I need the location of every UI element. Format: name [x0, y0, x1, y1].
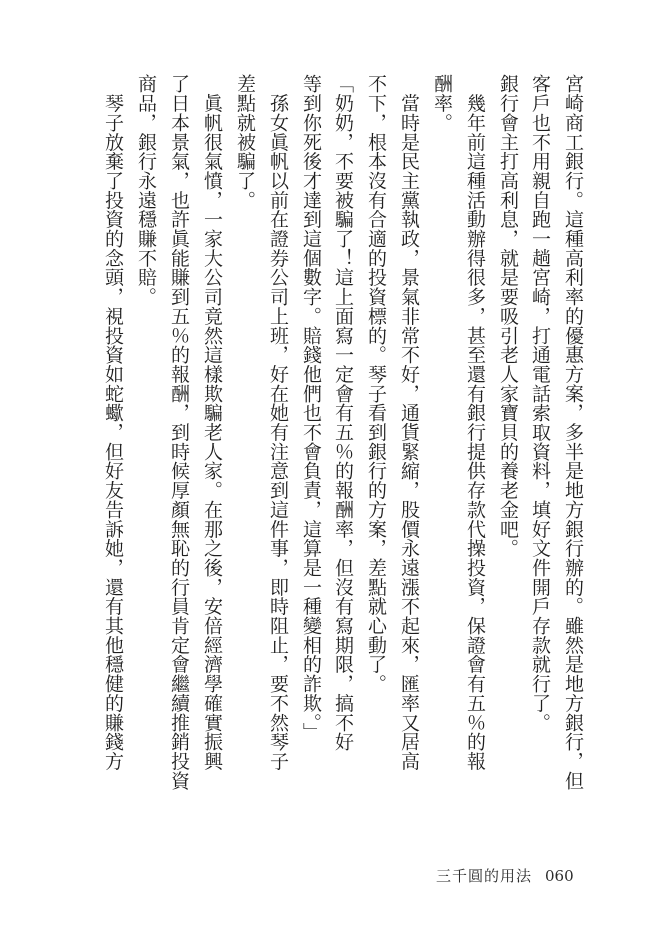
text-column: 等到你死後才達到這個數字。賠錢他們也不會負責，這算是一種變相的詐欺。」	[300, 74, 322, 742]
text-column: 當時是民主黨執政，景氣非常不好，通貨緊縮，股價永遠漲不起來，匯率又居高	[398, 74, 420, 771]
text-column: 「奶奶，不要被騙了！這上面寫一定會有五％的報酬率，但沒有寫期限，搞不好	[332, 74, 354, 752]
running-footer-title: 三千圓的用法	[436, 867, 533, 885]
text-column: 差點就被騙了。	[234, 74, 256, 210]
page-number: 060	[545, 867, 574, 885]
text-column: 眞帆很氣憤，一家大公司竟然這樣欺騙老人家。在那之後，安倍經濟學確實振興	[201, 74, 223, 771]
text-column: 銀行會主打高利息，就是要吸引老人家寶貝的養老金吧。	[497, 74, 519, 558]
text-column: 酬率。	[431, 74, 453, 133]
text-column: 商品，銀行永遠穩賺不賠。	[135, 74, 157, 307]
text-column: 了日本景氣，也許眞能賺到五％的報酬，到時候厚顏無恥的行員肯定會繼續推銷投資	[168, 74, 190, 790]
text-column: 宮崎商工銀行。這種高利率的優惠方案，多半是地方銀行辦的。雖然是地方銀行，但	[562, 74, 584, 790]
text-column: 不下，根本沒有合適的投資標的。琴子看到銀行的方案，差點就心動了。	[365, 74, 387, 694]
text-column: 孫女眞帆以前在證券公司上班，好在她有注意到這件事，即時阻止，要不然琴子	[267, 74, 289, 771]
text-column: 客戶也不用親自跑一趟宮崎，打通電話索取資料，填好文件開戶存款就行了。	[529, 74, 551, 732]
text-column: 琴子放棄了投資的念頭，視投資如蛇蠍，但好友告訴她，還有其他穩健的賺錢方	[102, 74, 124, 771]
text-column: 幾年前這種活動辦得很多，甚至還有銀行提供存款代操投資，保證會有五％的報	[464, 74, 486, 771]
